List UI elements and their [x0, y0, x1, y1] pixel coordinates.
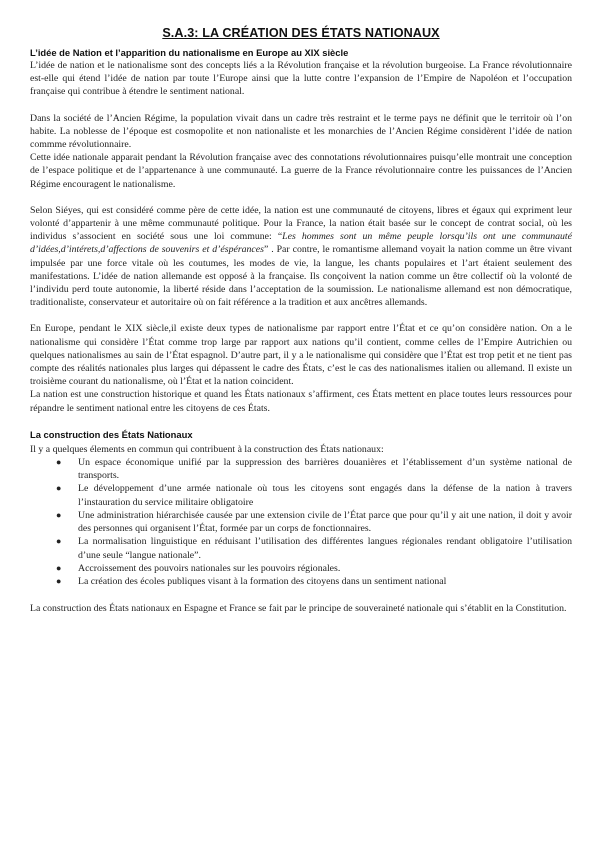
list-item-text: Le développement d’une armée nationale où tous les citoyens sont engagés dans la défense de la nation à travers l’instauration du service militaire obligatoire: [78, 483, 572, 508]
list-item: [30, 575, 572, 588]
list-item: [30, 535, 572, 561]
sieyes-text-start: Selon Siéyes, qui est considéré comme père de cette idée, la nation est une communauté de citoyens, libres et égaux qui expriment leur volonté d’appartenir à une même communauté politique. Pour la France, la nation était basée sur le concept de contrat social, où les individus s’associent en société sous une loi commune: “: [30, 204, 572, 243]
list-item-text: La création des écoles publiques visant à la formation des citoyens dans un sentiment national: [78, 575, 447, 587]
paragraph-revolutionary-idea: Cette idée nationale apparait pendant la Révolution française avec des connotations révolutionnaires puisqu’elle montrait une conception de l’espace politique et de l’appartenance à une communauté. La guerre de la France révolutionnaire contre les puissances de l’Ancien Régime encouragent le nationalisme.: [30, 152, 572, 190]
paragraph-historical-construction: La nation est une construction historique et quand les États nationaux s’affirment, ces États mettent en place toutes leurs ressources pour répandre le sentiment national entre les citoyens de ces États.: [30, 389, 572, 414]
list-item: [30, 562, 572, 575]
document-page: [30, 26, 572, 615]
bullet-icon: ●: [56, 483, 62, 494]
list-item-text: La normalisation linguistique en réduisant l’utilisation des différentes langues régionales rendant obligatoire l’utilisation d’une seule “langue nationale”.: [78, 536, 572, 561]
paragraph-nationalism-types: En Europe, pendant le XIX siècle,il existe deux types de nationalisme par rapport entre l’État et ce qu’on considère nation. On a le nationalisme qui considère l’État comme trop large par rapport aux nations qu’il contient, comme celles de l’Empire Autrichien ou quelques nationalismes au sain de l’État espagnol. D’autre part, il y a le nationalisme qui considère que l’État est trop petit et ne tient pas compte des réalités nationales plus larges qui dépassent le cadre des États, c’est le cas des nationalismes italien ou allemand. Il existe un troisième courant du nationalisme, où l’État et la nation coincident.: [30, 323, 572, 388]
list-item-text: Un espace économique unifié par la suppression des barrières douanières et l’établissement d’un système national de transports.: [78, 457, 572, 482]
list-item: [30, 509, 572, 535]
bullet-icon: ●: [56, 457, 62, 468]
paragraph-sieyes: [30, 204, 572, 310]
paragraph-common-elements-intro: Il y a quelques élements en commun qui contribuent à la construction des États nationaux:: [30, 443, 384, 455]
bullet-icon: ●: [56, 562, 62, 573]
sieyes-quote: Les hommes sont un même peuple lorsqu’ils ont une communauté d’idées,d’intérets,d’affections de souvenirs et d’éspérances: [30, 231, 572, 256]
bullet-icon: ●: [56, 509, 62, 520]
paragraph-revolution: L’idée de nation et le nationalisme sont des concepts liés a la Révolution française et la révolution burgeoise. La France révolutionnaire est-elle qui étend l’idée de nation par toute l’Europe ainsi que la lutte contre l’expansion de l’Empire de Napoléon et l’occupation française qui contribue à étendre le sentiment national.: [30, 60, 572, 98]
list-item-text: Une administration hiérarchisée causée par une extension civile de l’État parce que pour qu’il y ait une nation, il doit y avoir des personnes qui organisent l’État, formée par un corps de fonctionnaires.: [78, 509, 572, 535]
sieyes-text-end: ” . Par contre, le romantisme allemand voyait la nation comme un être vivant impulsée par une force vitale où les coutumes, les modes de vie, la langue, les chants populaires et l’art étaient seulement des manifestations. L’idée de nation allemande est opposé à la française. Ils conçoivent la nation comme un être collectif où la volonté de l’individu perd toute autonomie, la liberté réside dans l’acceptation de la soumission. Le nationalisme allemand est non démocratique, traditionaliste, conservateur et autoritaire où on fait référence a la tradition et aux ancêtres allemands.: [30, 244, 572, 309]
section-heading-construction: La construction des États Nationaux: [30, 428, 193, 440]
bullet-icon: ●: [56, 575, 62, 586]
list-item: [30, 482, 572, 508]
document-title: S.A.3: LA CRÉATION DES ÉTATS NATIONAUX: [162, 26, 440, 40]
common-elements-list: [30, 456, 572, 588]
bullet-icon: ●: [56, 536, 62, 547]
list-item-text: Accroissement des pouvoirs nationales sur les pouvoirs régionales.: [78, 562, 341, 574]
section-heading-nation-idea: L’idée de Nation et l’apparition du nationalisme en Europe au XIX siècle: [30, 47, 349, 58]
paragraph-closing: La construction des États nationaux en Espagne et France se fait par le principe de souveraineté nationale qui s’établit en la Constitution.: [30, 603, 567, 615]
list-item: [30, 456, 572, 482]
paragraph-ancien-regime: Dans la société de l’Ancien Régime, la population vivait dans un cadre très restraint et le terme pays ne définit que le territoir où l’on habite. La noblesse de l’époque est cosmopolite et non nationaliste et les monarchies de l’Ancien Régime considèrent l’idée de nation commme révolutionnaire.: [30, 112, 572, 151]
